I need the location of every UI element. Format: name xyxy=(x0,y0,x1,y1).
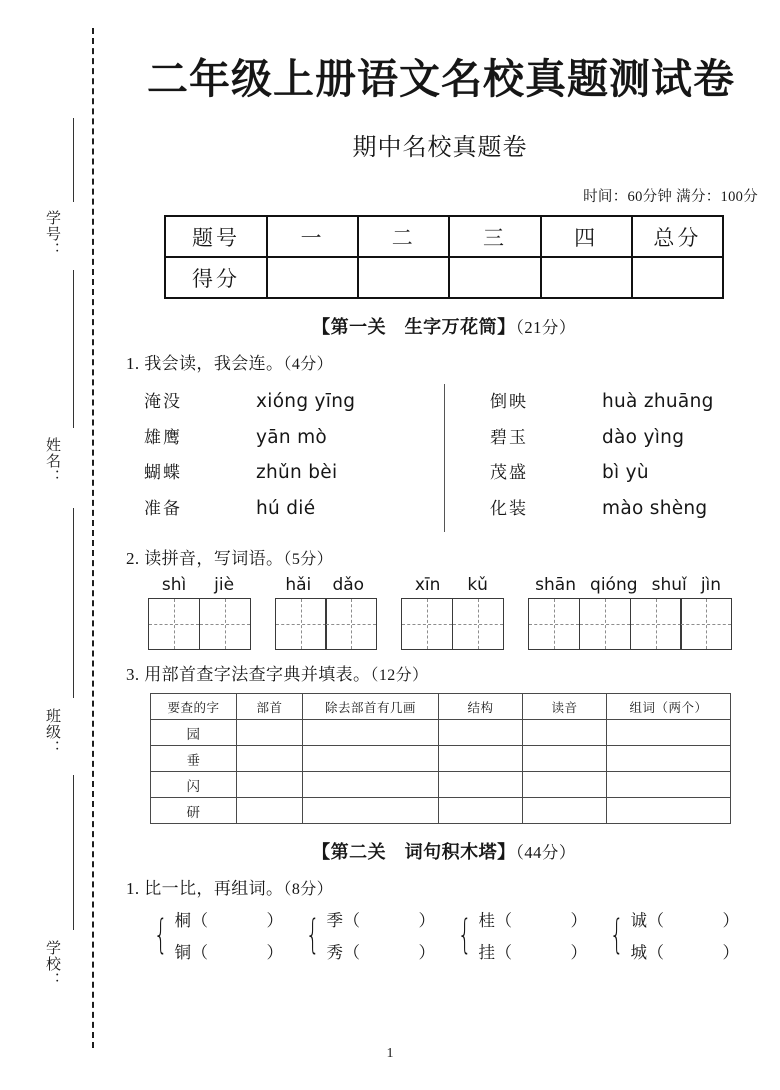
match-word[interactable]: 茂盛 xyxy=(490,463,528,483)
match-word[interactable]: 蝴蝶 xyxy=(144,463,182,483)
margin-field-label: 学号： xyxy=(44,210,60,258)
tianzige-boxes xyxy=(528,598,732,650)
exam-seal-margin xyxy=(0,0,108,1090)
dict-char: 园 xyxy=(151,720,237,746)
match-pinyin[interactable]: yān mò xyxy=(256,426,328,448)
margin-field-name xyxy=(44,437,88,485)
pinyin-syllable: dǎo xyxy=(332,575,365,596)
dict-strokes-cell[interactable] xyxy=(303,746,439,772)
pair-line-bottom[interactable] xyxy=(478,939,587,963)
page-subtitle: 期中名校真题卷 xyxy=(352,135,528,162)
page-number: 1 xyxy=(386,1046,394,1061)
dict-words-cell[interactable] xyxy=(607,746,731,772)
dict-char: 垂 xyxy=(151,746,237,772)
pinyin-syllable: shān xyxy=(535,575,576,596)
tianzige-cell[interactable] xyxy=(401,598,453,650)
matching-column-divider xyxy=(444,384,445,532)
dict-reading-cell[interactable] xyxy=(523,720,607,746)
tianzige-cell[interactable] xyxy=(630,598,682,650)
tianzige-cell[interactable] xyxy=(275,598,327,650)
dict-words-cell[interactable] xyxy=(607,772,731,798)
score-cell-4[interactable] xyxy=(541,257,632,298)
curly-brace-icon: { xyxy=(305,912,320,959)
matching-column-left xyxy=(108,382,434,534)
pinyin-label-row xyxy=(401,575,501,595)
pair-line-top[interactable] xyxy=(478,907,587,931)
match-word[interactable]: 雄鹰 xyxy=(144,427,182,447)
section-banner-1 xyxy=(108,313,780,339)
pinyin-label-row xyxy=(275,575,375,595)
pair-line-top[interactable] xyxy=(630,907,739,931)
dict-radical-cell[interactable] xyxy=(237,798,303,824)
pinyin-write-exercise xyxy=(148,575,780,650)
pair-group-3 xyxy=(452,907,604,963)
question-points: （12分） xyxy=(370,667,429,685)
tianzige-boxes xyxy=(148,598,251,650)
pair-close-paren: ） xyxy=(418,943,436,963)
dict-radical-cell[interactable] xyxy=(237,772,303,798)
score-cell-3[interactable] xyxy=(449,257,540,298)
margin-field-label: 姓名： xyxy=(44,437,60,485)
pinyin-syllable: shì xyxy=(161,575,187,596)
dict-structure-cell[interactable] xyxy=(439,720,523,746)
question-text: 读拼音，写词语。 xyxy=(144,549,284,569)
pair-line-bottom[interactable] xyxy=(630,939,739,963)
pair-close-paren: ） xyxy=(722,943,740,963)
curly-brace-icon: { xyxy=(609,912,624,959)
table-header-row xyxy=(151,694,731,720)
question-text: 比一比，再组词。 xyxy=(144,879,284,899)
pair-char-open: 铜（ xyxy=(174,943,209,963)
table-row xyxy=(151,720,731,746)
tianzige-cell[interactable] xyxy=(199,598,251,650)
pair-char-open: 桂（ xyxy=(478,911,513,931)
tianzige-cell[interactable] xyxy=(680,598,732,650)
table-row xyxy=(165,257,723,298)
list-item[interactable] xyxy=(144,494,434,530)
score-table-col-3: 三 xyxy=(449,216,540,257)
list-item[interactable] xyxy=(490,458,780,494)
match-pinyin[interactable]: hú dié xyxy=(256,497,316,519)
pair-close-paren: ） xyxy=(266,943,284,963)
pinyin-syllable: hǎi xyxy=(285,575,312,596)
pair-lines xyxy=(174,907,283,963)
pair-line-top[interactable] xyxy=(174,907,283,931)
match-word[interactable]: 倒映 xyxy=(490,392,528,412)
matching-column-right xyxy=(434,382,780,534)
page-title: 二年级上册语文名校真题测试卷 xyxy=(147,56,735,102)
dict-radical-cell[interactable] xyxy=(237,746,303,772)
exam-meta-line: 时间：60分钟 满分：100分 xyxy=(583,189,758,206)
match-pinyin[interactable]: bì yù xyxy=(602,462,649,484)
dict-strokes-cell[interactable] xyxy=(303,798,439,824)
dict-reading-cell[interactable] xyxy=(523,746,607,772)
margin-field-label: 班级： xyxy=(44,708,60,756)
match-word[interactable]: 碧玉 xyxy=(490,427,528,447)
list-item[interactable] xyxy=(144,387,434,423)
tianzige-cell[interactable] xyxy=(528,598,580,650)
dict-structure-cell[interactable] xyxy=(439,772,523,798)
table-row xyxy=(151,772,731,798)
pair-close-paren: ） xyxy=(570,943,588,963)
question-1-3-prompt xyxy=(126,660,780,685)
section-banner-2 xyxy=(108,838,780,864)
pinyin-write-group-4 xyxy=(528,575,732,650)
pair-char-open: 诚（ xyxy=(630,911,665,931)
question-number: 1. xyxy=(126,354,140,374)
column-header-char: 要查的字 xyxy=(151,694,237,720)
column-header-radical: 部首 xyxy=(237,694,303,720)
pinyin-syllable: jiè xyxy=(214,575,235,596)
margin-write-rule xyxy=(73,508,74,698)
score-cell-1[interactable] xyxy=(267,257,358,298)
question-text: 用部首查字法查字典并填表。 xyxy=(144,665,371,685)
pair-close-paren: ） xyxy=(570,911,588,931)
match-pinyin[interactable]: dào yìng xyxy=(602,426,685,448)
question-points: （5分） xyxy=(283,551,334,569)
question-points: （4分） xyxy=(283,356,334,374)
table-row xyxy=(151,746,731,772)
tianzige-boxes xyxy=(401,598,504,650)
tianzige-cell[interactable] xyxy=(148,598,200,650)
tianzige-cell[interactable] xyxy=(579,598,631,650)
dict-reading-cell[interactable] xyxy=(523,798,607,824)
section-banner-title: 【第二关 词句积木塔】 xyxy=(312,842,516,863)
dict-char: 研 xyxy=(151,798,237,824)
list-item[interactable] xyxy=(144,458,434,494)
pair-close-paren: ） xyxy=(722,911,740,931)
score-table-col-4: 四 xyxy=(541,216,632,257)
pair-char-open: 秀（ xyxy=(326,943,361,963)
exam-page xyxy=(108,0,780,1090)
tianzige-boxes xyxy=(275,598,378,650)
margin-write-rule xyxy=(73,775,74,930)
match-pinyin[interactable]: zhǔn bèi xyxy=(256,462,338,484)
score-table-row-label: 题号 xyxy=(165,216,267,257)
dict-structure-cell[interactable] xyxy=(439,746,523,772)
section-banner-points: （44分） xyxy=(515,843,576,863)
pinyin-syllable: jìn xyxy=(700,575,722,596)
pinyin-write-group-2 xyxy=(275,575,378,650)
pair-group-1 xyxy=(148,907,300,963)
score-table-col-total: 总分 xyxy=(632,216,723,257)
pair-char-open: 季（ xyxy=(326,911,361,931)
margin-field-label: 学校： xyxy=(44,940,60,988)
pair-group-2 xyxy=(300,907,452,963)
column-header-words: 组词（两个） xyxy=(607,694,731,720)
column-header-structure: 结构 xyxy=(439,694,523,720)
table-row xyxy=(165,216,723,257)
section-banner-title: 【第一关 生字万花筒】 xyxy=(312,317,516,338)
column-header-reading: 读音 xyxy=(523,694,607,720)
dict-reading-cell[interactable] xyxy=(523,772,607,798)
question-number: 1. xyxy=(126,879,140,899)
pair-lines xyxy=(478,907,587,963)
curly-brace-icon: { xyxy=(457,912,472,959)
match-word[interactable]: 化装 xyxy=(490,498,528,518)
dict-radical-cell[interactable] xyxy=(237,720,303,746)
question-number: 3. xyxy=(126,665,140,685)
question-1-2-prompt xyxy=(126,544,780,569)
score-table-col-2: 二 xyxy=(358,216,449,257)
pair-close-paren: ） xyxy=(266,911,284,931)
pinyin-syllable: qióng xyxy=(590,575,638,596)
list-item[interactable] xyxy=(490,387,780,423)
dict-strokes-cell[interactable] xyxy=(303,720,439,746)
pair-char-open: 挂（ xyxy=(478,943,513,963)
list-item[interactable] xyxy=(490,423,780,459)
dict-char: 闪 xyxy=(151,772,237,798)
match-word[interactable]: 准备 xyxy=(144,498,182,518)
pinyin-label-row xyxy=(148,575,248,595)
question-2-1-prompt xyxy=(126,874,780,899)
compare-pairs-exercise xyxy=(148,907,780,963)
score-table-row-label: 得分 xyxy=(165,257,267,298)
section-banner-points: （21分） xyxy=(515,318,576,338)
dict-words-cell[interactable] xyxy=(607,798,731,824)
pair-char-open: 桐（ xyxy=(174,911,209,931)
question-1-1-prompt xyxy=(126,349,780,374)
margin-field-school xyxy=(44,940,88,988)
pinyin-syllable: kǔ xyxy=(467,575,488,596)
pinyin-write-group-3 xyxy=(401,575,504,650)
margin-write-rule xyxy=(73,270,74,428)
list-item[interactable] xyxy=(490,494,780,530)
match-word[interactable]: 淹没 xyxy=(144,392,182,412)
matching-exercise xyxy=(108,382,780,534)
score-table xyxy=(164,215,724,299)
pinyin-syllable: shuǐ xyxy=(651,575,687,596)
pair-line-bottom[interactable] xyxy=(174,939,283,963)
pair-lines xyxy=(326,907,435,963)
score-table-col-1: 一 xyxy=(267,216,358,257)
question-number: 2. xyxy=(126,549,140,569)
dict-words-cell[interactable] xyxy=(607,720,731,746)
margin-field-class xyxy=(44,708,88,756)
column-header-strokes: 除去部首有几画 xyxy=(303,694,439,720)
cut-dashed-line xyxy=(92,28,94,1048)
pair-line-bottom[interactable] xyxy=(326,939,435,963)
tianzige-cell[interactable] xyxy=(452,598,504,650)
table-row xyxy=(151,798,731,824)
match-pinyin[interactable]: huà zhuāng xyxy=(602,391,714,413)
pinyin-write-group-1 xyxy=(148,575,251,650)
pair-line-top[interactable] xyxy=(326,907,435,931)
pair-group-4 xyxy=(604,907,756,963)
score-cell-2[interactable] xyxy=(358,257,449,298)
pair-char-open: 城（ xyxy=(630,943,665,963)
tianzige-cell[interactable] xyxy=(325,598,377,650)
pinyin-syllable: xīn xyxy=(414,575,441,596)
pinyin-label-row xyxy=(528,575,728,595)
pair-close-paren: ） xyxy=(418,911,436,931)
match-pinyin[interactable]: xióng yīng xyxy=(256,391,356,413)
score-cell-total[interactable] xyxy=(632,257,723,298)
margin-write-rule xyxy=(73,118,74,202)
question-text: 我会读，我会连。 xyxy=(144,354,284,374)
question-points: （8分） xyxy=(283,881,334,899)
dict-structure-cell[interactable] xyxy=(439,798,523,824)
dictionary-lookup-table xyxy=(150,693,731,824)
margin-field-student-number xyxy=(44,210,88,258)
dict-strokes-cell[interactable] xyxy=(303,772,439,798)
pair-lines xyxy=(630,907,739,963)
list-item[interactable] xyxy=(144,423,434,459)
match-pinyin[interactable]: mào shèng xyxy=(602,497,708,519)
curly-brace-icon: { xyxy=(153,912,168,959)
